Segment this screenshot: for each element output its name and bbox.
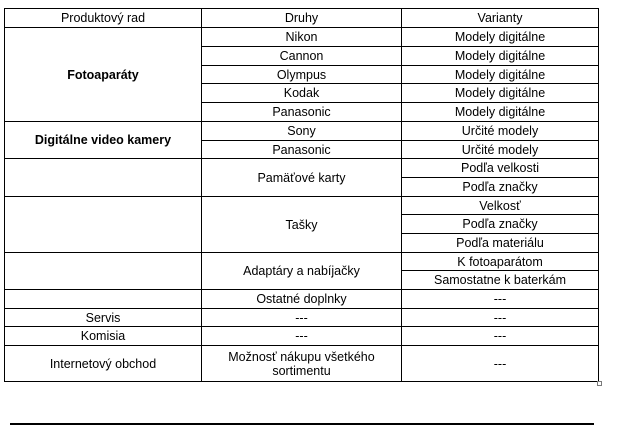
kind-panasonic: Panasonic xyxy=(202,141,402,159)
table-row xyxy=(5,159,599,178)
table-row xyxy=(5,346,599,382)
variant-cell: Modely digitálne xyxy=(402,66,599,84)
kind-olympus: Olympus xyxy=(202,66,402,84)
table-row xyxy=(5,197,599,215)
category-fotoaparaty: Fotoaparáty xyxy=(5,28,202,122)
horizontal-rule xyxy=(10,423,594,425)
variant-cell: Velkosť xyxy=(402,197,599,215)
table-row xyxy=(5,290,599,309)
variant-cell: K fotoaparátom xyxy=(402,253,599,271)
kind-cell: --- xyxy=(202,327,402,346)
table-row xyxy=(5,253,599,271)
kind-cannon: Cannon xyxy=(202,47,402,66)
table-row xyxy=(5,309,599,327)
kind-pamatove-karty: Pamäťové karty xyxy=(202,159,402,197)
variant-cell: Podľa značky xyxy=(402,178,599,197)
variant-cell: Modely digitálne xyxy=(402,28,599,47)
variant-cell: Samostatne k baterkám xyxy=(402,271,599,290)
product-table xyxy=(4,8,599,382)
empty-category-cell xyxy=(5,253,202,290)
header-produktovy-rad: Produktový rad xyxy=(5,9,202,28)
variant-cell: Modely digitálne xyxy=(402,47,599,66)
variant-cell: --- xyxy=(402,309,599,327)
variant-cell: --- xyxy=(402,327,599,346)
empty-category-cell xyxy=(5,159,202,197)
kind-panasonic: Panasonic xyxy=(202,103,402,122)
variant-cell: Podľa materiálu xyxy=(402,234,599,253)
empty-category-cell xyxy=(5,290,202,309)
variant-cell: Určité modely xyxy=(402,122,599,141)
empty-category-cell xyxy=(5,197,202,253)
variant-cell: --- xyxy=(402,290,599,309)
kind-ostatne-doplnky: Ostatné doplnky xyxy=(202,290,402,309)
table-row xyxy=(5,28,599,47)
header-varianty: Varianty xyxy=(402,9,599,28)
table-row xyxy=(5,327,599,346)
table-resize-handle[interactable] xyxy=(597,381,602,386)
header-druhy: Druhy xyxy=(202,9,402,28)
kind-nikon: Nikon xyxy=(202,28,402,47)
category-komisia: Komisia xyxy=(5,327,202,346)
kind-adaptery: Adaptáry a nabíjačky xyxy=(202,253,402,290)
variant-cell: Modely digitálne xyxy=(402,103,599,122)
kind-sony: Sony xyxy=(202,122,402,141)
table-header-row xyxy=(5,9,599,28)
category-video: Digitálne video kamery xyxy=(5,122,202,159)
kind-cell: --- xyxy=(202,309,402,327)
kind-tasky: Tašky xyxy=(202,197,402,253)
kind-kodak: Kodak xyxy=(202,84,402,103)
category-internetovy-obchod: Internetový obchod xyxy=(5,346,202,382)
variant-cell: Modely digitálne xyxy=(402,84,599,103)
variant-cell: Podľa velkosti xyxy=(402,159,599,178)
category-servis: Servis xyxy=(5,309,202,327)
variant-cell: --- xyxy=(402,346,599,382)
kind-moznost-nakupu: Možnosť nákupu všetkého sortimentu xyxy=(202,346,402,382)
variant-cell: Podľa značky xyxy=(402,215,599,234)
variant-cell: Určité modely xyxy=(402,141,599,159)
table-row xyxy=(5,122,599,141)
